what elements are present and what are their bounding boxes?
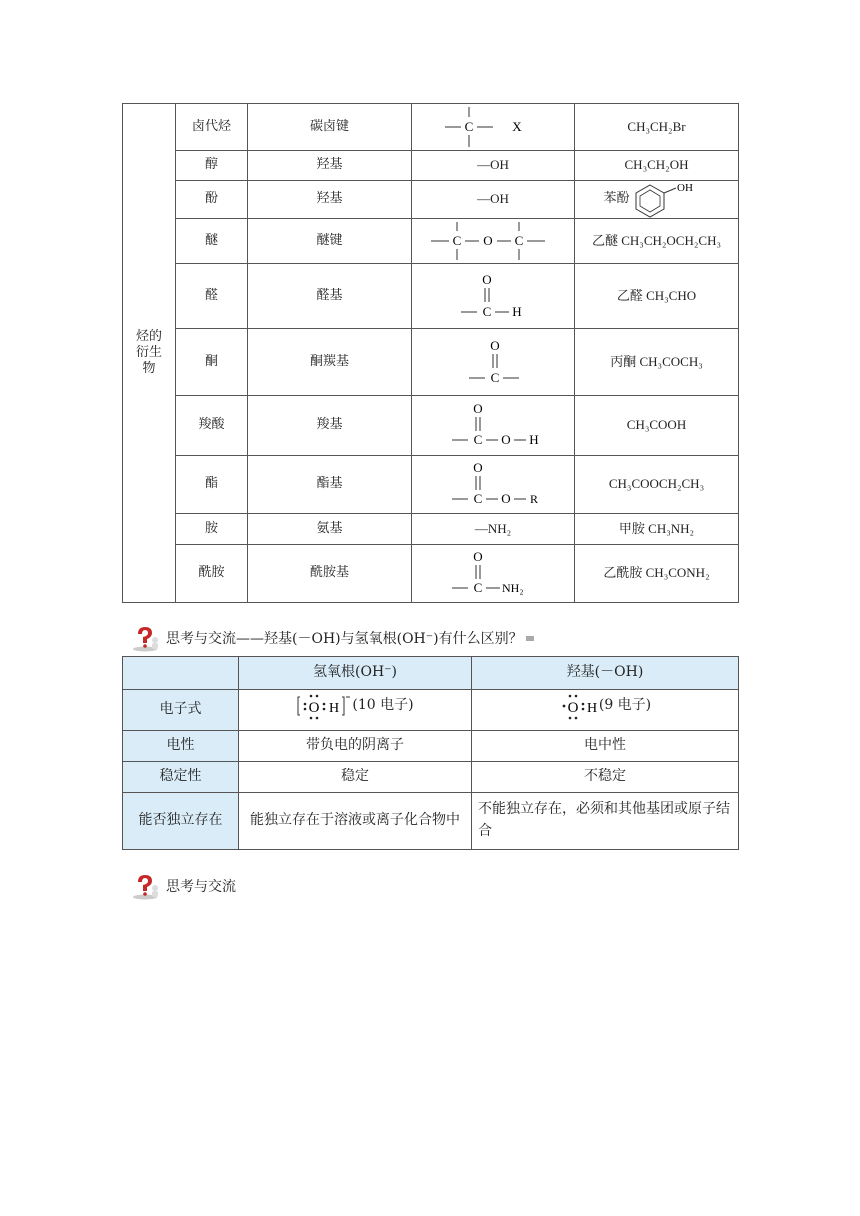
group-cell: 碳卤键 [248, 104, 412, 151]
think-title: 思考与交流 [166, 879, 236, 895]
ester-structure [438, 458, 548, 512]
example-cell: CH₃COOCH₂CH₃ [575, 456, 739, 514]
row-label: 电子式 [123, 690, 239, 731]
category-label: 烃的衍生物 [135, 328, 162, 377]
question-person-icon [130, 872, 160, 900]
table-row [123, 104, 739, 151]
atom-c: C [490, 370, 500, 385]
electron-count: (10 电子) [352, 697, 414, 714]
category-cell [123, 104, 176, 603]
example-cell: 乙酰胺 CH₃CONH₂ [575, 545, 739, 603]
row-label: 能否独立存在 [123, 793, 239, 850]
question-person-icon [130, 624, 160, 652]
example-cell: CH₃CH₂Br [575, 104, 739, 151]
structure-cell: —OH [412, 151, 575, 181]
atom-c: C [473, 490, 483, 506]
aldehyde-structure [443, 266, 543, 326]
table-row [123, 181, 739, 219]
header-hydroxyl-label: 羟基(－OH) [566, 664, 644, 681]
hydroxyl-cell: 电中性 [472, 731, 739, 762]
hydroxyl-cell: 不稳定 [472, 762, 739, 793]
think-title: 思考与交流——羟基(－OH)与氢氧根(OH⁻)有什么区别？ [166, 631, 523, 647]
row-label: 稳定性 [123, 762, 239, 793]
atom-o: O [308, 700, 320, 717]
class-cell: 酯 [176, 456, 248, 514]
atom-x: X [512, 119, 522, 134]
group-cell: 羟基 [248, 151, 412, 181]
example-cell: 乙醚 CH₃CH₂OCH₂CH₃ [575, 219, 739, 264]
header-hydroxyl [472, 657, 739, 690]
table-row [123, 329, 739, 396]
table-row [123, 762, 739, 793]
atom-h: H [329, 701, 340, 717]
class-cell: 醚 [176, 219, 248, 264]
atom-c: C [514, 233, 524, 248]
atom-h: H [512, 304, 522, 319]
table-row [123, 264, 739, 329]
structure-cell [412, 545, 575, 603]
example-cell: CH₃CH₂OH [575, 151, 739, 181]
hydroxyl-cell: 不能独立存在，必须和其他基团或原子结合 [472, 793, 739, 850]
structure-cell [412, 264, 575, 329]
class-cell: 醇 [176, 151, 248, 181]
group-cell: 酯基 [248, 456, 412, 514]
table-row [123, 545, 739, 603]
ether-structure [423, 220, 563, 262]
atom-o: O [473, 400, 483, 416]
class-cell: 羧酸 [176, 396, 248, 456]
carboxyl-structure [438, 398, 548, 454]
example-cell [575, 181, 739, 219]
structure-cell: —NH₂ [412, 514, 575, 545]
group-cell: 醚键 [248, 219, 412, 264]
atom-c: C [482, 304, 492, 319]
atom-o: O [490, 338, 500, 353]
group-cell: 酰胺基 [248, 545, 412, 603]
group-cell: 羟基 [248, 181, 412, 219]
class-cell: 酚 [176, 181, 248, 219]
structure-cell [412, 219, 575, 264]
structure-cell [412, 329, 575, 396]
atom-h: H [529, 431, 539, 447]
table-header-row [123, 657, 739, 690]
atom-o: O [501, 431, 511, 447]
table-row [123, 456, 739, 514]
atom-o: O [483, 233, 493, 248]
example-cell: 丙酮 CH₃COCH₃ [575, 329, 739, 396]
structure-cell: —OH [412, 181, 575, 219]
row-label: 电性 [123, 731, 239, 762]
example-cell: 甲胺 CH₃NH₂ [575, 514, 739, 545]
think-exchange-heading-2 [130, 872, 236, 900]
class-cell: 卤代烃 [176, 104, 248, 151]
hydroxyl-lewis-structure [559, 692, 599, 720]
class-cell: 醛 [176, 264, 248, 329]
group-cell: 羧基 [248, 396, 412, 456]
group-cell: 氨基 [248, 514, 412, 545]
example-name: 苯酚 [603, 191, 630, 207]
class-cell: 胺 [176, 514, 248, 545]
atom-h: H [586, 701, 597, 717]
hydroxyl-comparison-table [122, 656, 739, 850]
atom-o: O [501, 490, 511, 506]
hydroxide-cell: 带负电的阴离子 [239, 731, 472, 762]
group-cell: 酮羰基 [248, 329, 412, 396]
structure-cell [412, 456, 575, 514]
group-cell: 醛基 [248, 264, 412, 329]
amide-structure [438, 547, 548, 601]
hydroxide-electron-formula [239, 690, 472, 731]
atom-o: O [482, 272, 492, 287]
table-row [123, 396, 739, 456]
atom-o: O [567, 700, 579, 717]
atom-r: R [529, 491, 539, 506]
carbon-halogen-structure [433, 105, 553, 149]
example-cell: 乙醛 CH₃CHO [575, 264, 739, 329]
ketone-structure [443, 332, 543, 392]
functional-group-table [122, 103, 739, 603]
table-row [123, 151, 739, 181]
table-row [123, 219, 739, 264]
atom-c: C [464, 119, 474, 134]
electron-count: (9 电子) [598, 697, 652, 714]
hydroxide-cell: 稳定 [239, 762, 472, 793]
table-row [123, 731, 739, 762]
phenol-oh-label: OH [676, 181, 693, 194]
think-exchange-heading [130, 624, 534, 652]
atom-o: O [473, 459, 483, 475]
edit-mark-icon [526, 636, 534, 641]
class-cell: 酰胺 [176, 545, 248, 603]
table-row [123, 514, 739, 545]
atom-c: C [473, 431, 483, 447]
hydroxide-lewis-structure [296, 692, 352, 720]
hydroxide-cell: 能独立存在于溶液或离子化合物中 [239, 793, 472, 850]
atom-o: O [473, 548, 483, 564]
example-cell: CH₃COOH [575, 396, 739, 456]
atom-c: C [452, 233, 462, 248]
hydroxyl-electron-formula [472, 690, 739, 731]
header-corner [123, 657, 239, 690]
structure-cell [412, 396, 575, 456]
class-cell: 酮 [176, 329, 248, 396]
structure-cell [412, 104, 575, 151]
header-hydroxide: 氢氧根(OH⁻) [239, 657, 472, 690]
table-row [123, 793, 739, 850]
table-row [123, 690, 739, 731]
phenol-structure-icon [630, 182, 710, 218]
atom-c: C [473, 579, 483, 595]
atom-nh2: NH₂ [502, 580, 524, 595]
